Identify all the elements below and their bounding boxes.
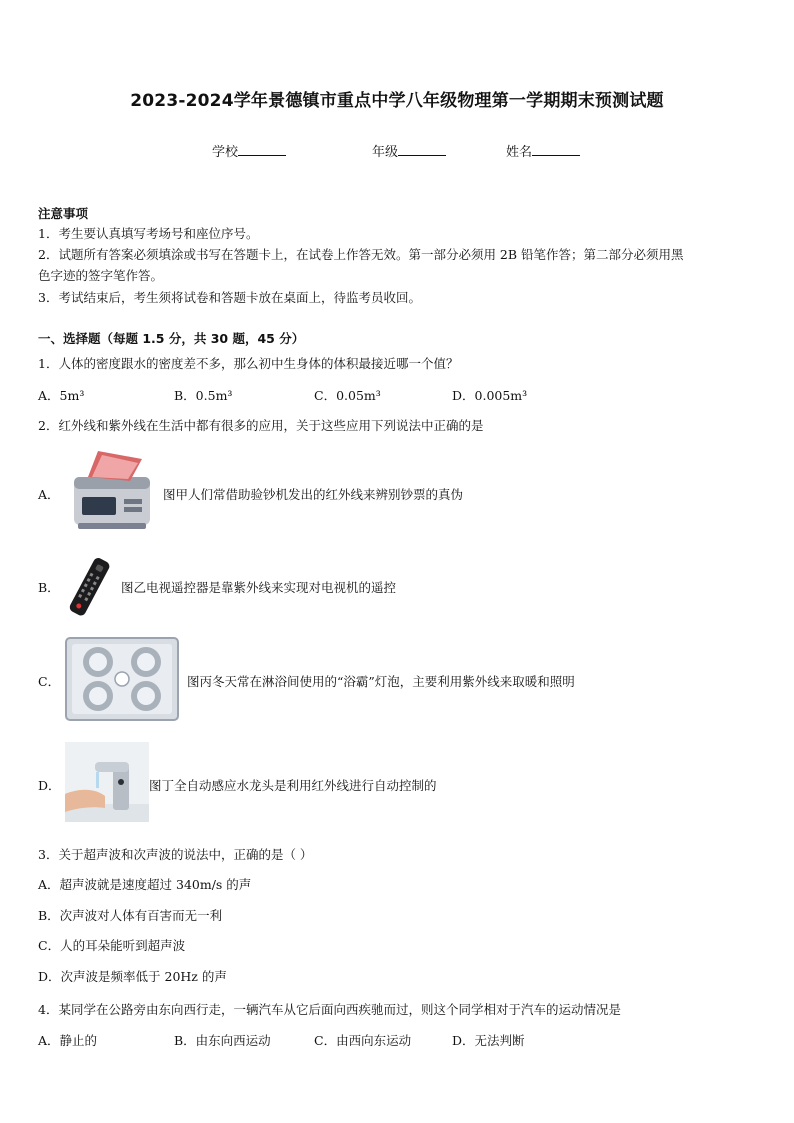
tv-remote-icon (62, 556, 118, 618)
money-counter-icon (68, 447, 156, 533)
notice-heading: 注意事项 (38, 206, 89, 221)
section-heading: 一、选择题（每题 1.5 分，共 30 题，45 分） (38, 331, 305, 346)
school-label: 学校 (212, 145, 239, 160)
q1-option-c: C．0.05m³ (314, 388, 381, 403)
question-2-stem: 2．红外线和紫外线在生活中都有很多的应用，关于这些应用下列说法中正确的是 (38, 418, 484, 433)
school-field (212, 141, 286, 160)
q1-option-d: D．0.005m³ (452, 388, 528, 403)
q2-option-a-label: A． (38, 487, 60, 502)
q4-option-c: C．由西向东运动 (314, 1033, 412, 1048)
grade-label: 年级 (372, 145, 399, 160)
notice-item: 2．试题所有答案必须填涂或书写在答题卡上，在试卷上作答无效。第一部分必须用 2B 铅笔作答；第二部分必须用黑 (38, 247, 684, 262)
q3-option-d: D．次声波是频率低于 20Hz 的声 (38, 969, 227, 984)
q2-option-a-text: 图甲人们常借助验钞机发出的红外线来辨别钞票的真伪 (163, 487, 464, 502)
name-blank (532, 143, 580, 156)
q4-option-b: B．由东向西运动 (174, 1033, 271, 1048)
q1-option-a: A．5m³ (38, 388, 85, 403)
question-3-stem: 3．关于超声波和次声波的说法中，正确的是（ ） (38, 847, 313, 862)
q3-option-c: C．人的耳朵能听到超声波 (38, 938, 186, 953)
sensor-faucet-icon (65, 742, 149, 822)
q2-option-c-text: 图丙冬天常在淋浴间使用的“浴霸”灯泡，主要利用紫外线来取暖和照明 (187, 674, 575, 689)
notice-item: 色字迹的签字笔作答。 (38, 268, 164, 283)
question-4-stem: 4．某同学在公路旁由东向西行走，一辆汽车从它后面向西疾驰而过，则这个同学相对于汽车的运动情况是 (38, 1002, 621, 1017)
q2-option-b-text: 图乙电视遥控器是靠紫外线来实现对电视机的遥控 (121, 580, 397, 595)
q2-option-b-label: B． (38, 580, 60, 595)
q4-option-d: D．无法判断 (452, 1033, 525, 1048)
name-label: 姓名 (506, 145, 533, 160)
notice-item: 3．考试结束后，考生须将试卷和答题卡放在桌面上，待监考员收回。 (38, 290, 421, 305)
page-title: 2023-2024学年景德镇市重点中学八年级物理第一学期期末预测试题 (130, 91, 664, 111)
q2-option-d-label: D． (38, 778, 61, 793)
q1-option-b: B．0.5m³ (174, 388, 233, 403)
notice-item: 1．考生要认真填写考场号和座位序号。 (38, 226, 259, 241)
q3-option-a: A．超声波就是速度超过 340m/s 的声 (38, 877, 252, 892)
q2-option-c-label: C． (38, 674, 61, 689)
question-1-stem: 1．人体的密度跟水的密度差不多，那么初中生身体的体积最接近哪一个值？ (38, 356, 459, 371)
grade-blank (398, 143, 446, 156)
q2-option-d-text: 图丁全自动感应水龙头是利用红外线进行自动控制的 (149, 778, 437, 793)
q4-option-a: A．静止的 (38, 1033, 98, 1048)
bath-heater-icon (64, 636, 180, 722)
q3-option-b: B．次声波对人体有百害而无一利 (38, 908, 223, 923)
name-field (506, 141, 580, 160)
school-blank (238, 143, 286, 156)
grade-field (372, 141, 446, 160)
